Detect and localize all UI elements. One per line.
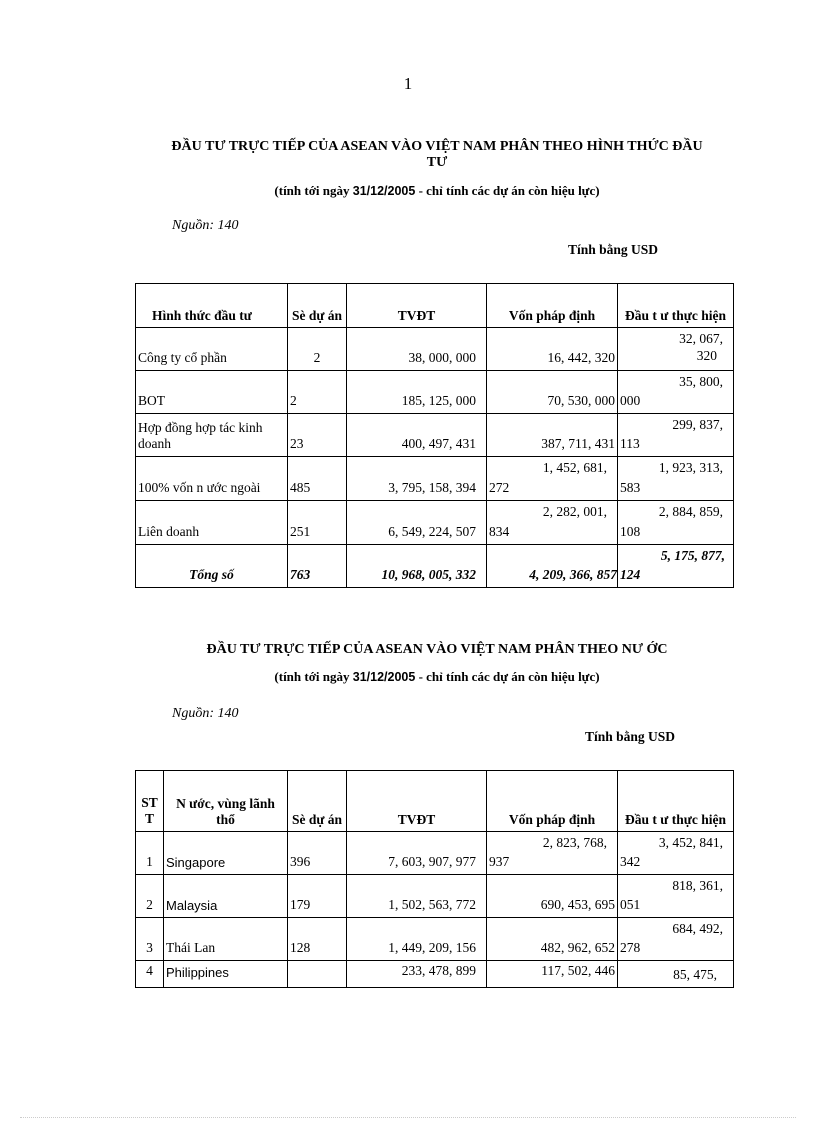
row-projects: 128 (288, 918, 347, 961)
row-legal-capital: 482, 962, 652 (487, 918, 618, 961)
table2-subtitle (130, 669, 744, 685)
row-stt: 4 (136, 961, 164, 988)
subtitle-post: - chỉ tính các dự án còn hiệu lực) (415, 183, 600, 198)
row-legal-capital: 2, 282, 001, 834 (487, 501, 618, 545)
row-legal-capital: 1, 452, 681, 272 (487, 457, 618, 501)
header-legal-capital: Vốn pháp định (487, 771, 618, 832)
row-name: Hợp đồng hợp tác kinh doanh (136, 414, 288, 457)
header-country: N ước, vùng lãnh thổ (164, 771, 288, 832)
table-row (136, 457, 734, 501)
subtitle-pre: (tính tới ngày (274, 183, 353, 198)
row-implemented: 32, 067, 320 (618, 328, 734, 371)
row-stt: 1 (136, 832, 164, 875)
table1-unit: Tính bằng USD (568, 242, 659, 257)
row-legal-capital: 70, 530, 000 (487, 371, 618, 414)
subtitle-date: 31/12/2005 (352, 184, 416, 198)
table2-header-row (136, 771, 734, 832)
subtitle-pre: (tính tới ngày (274, 669, 353, 684)
total-legal-capital: 4, 209, 366, 857 (487, 545, 618, 588)
table2-unit: Tính bằng USD (585, 729, 676, 744)
table1-title-line1: ĐẦU TƯ TRỰC TIẾP CỦA ASEAN VÀO VIỆT NAM PHÂN THEO HÌNH THỨC ĐẦU (171, 139, 703, 154)
row-projects: 251 (288, 501, 347, 545)
page-number: 1 (403, 74, 413, 93)
header-stt: ST T (136, 771, 164, 832)
row-tvdt: 7, 603, 907, 977 (347, 832, 487, 875)
table-row (136, 832, 734, 875)
total-projects: 763 (288, 545, 347, 588)
row-tvdt: 38, 000, 000 (347, 328, 487, 371)
row-name: Công ty cổ phần (136, 328, 288, 371)
table1-header-row (136, 284, 734, 328)
table-row (136, 414, 734, 457)
table2 (135, 770, 734, 988)
header-projects: Sè dự án (288, 284, 347, 328)
table-row (136, 961, 734, 988)
row-name: BOT (136, 371, 288, 414)
row-tvdt: 233, 478, 899 (347, 961, 487, 988)
row-projects: 2 (288, 371, 347, 414)
row-tvdt: 185, 125, 000 (347, 371, 487, 414)
table1-source: Nguồn: 140 (172, 218, 239, 233)
row-projects: 2 (288, 328, 347, 371)
row-country: Thái Lan (164, 918, 288, 961)
row-projects: 179 (288, 875, 347, 918)
row-projects: 396 (288, 832, 347, 875)
row-implemented: 3, 452, 841, 342 (618, 832, 734, 875)
header-implemented: Đầu t ư thực hiện (618, 771, 734, 832)
table-row (136, 371, 734, 414)
row-tvdt: 3, 795, 158, 394 (347, 457, 487, 501)
page-bottom-divider (20, 1117, 796, 1118)
row-projects: 23 (288, 414, 347, 457)
row-legal-capital: 117, 502, 446 (487, 961, 618, 988)
row-implemented: 2, 884, 859, 108 (618, 501, 734, 545)
row-legal-capital: 690, 453, 695 (487, 875, 618, 918)
row-implemented: 684, 492, 278 (618, 918, 734, 961)
header-form: Hình thức đầu tư (136, 284, 288, 328)
table2-title: ĐẦU TƯ TRỰC TIẾP CỦA ASEAN VÀO VIỆT NAM PHÂN THEO NƯ ỚC (206, 642, 668, 657)
table2-source: Nguồn: 140 (172, 706, 239, 721)
row-country: Malaysia (164, 875, 288, 918)
total-tvdt: 10, 968, 005, 332 (347, 545, 487, 588)
row-country: Singapore (164, 832, 288, 875)
header-implemented: Đầu t ư thực hiện (618, 284, 734, 328)
header-legal-capital: Vốn pháp định (487, 284, 618, 328)
row-tvdt: 400, 497, 431 (347, 414, 487, 457)
total-label: Tổng số (136, 545, 288, 588)
row-stt: 3 (136, 918, 164, 961)
header-tvdt: TVĐT (347, 771, 487, 832)
header-projects: Sè dự án (288, 771, 347, 832)
row-projects (288, 961, 347, 988)
subtitle-post: - chỉ tính các dự án còn hiệu lực) (415, 669, 600, 684)
row-implemented: 299, 837, 113 (618, 414, 734, 457)
row-implemented: 35, 800, 000 (618, 371, 734, 414)
table-row (136, 875, 734, 918)
row-tvdt: 1, 502, 563, 772 (347, 875, 487, 918)
table-row (136, 501, 734, 545)
table1-title-line2: TƯ (426, 155, 448, 170)
row-stt: 2 (136, 875, 164, 918)
row-legal-capital: 387, 711, 431 (487, 414, 618, 457)
row-legal-capital: 2, 823, 768, 937 (487, 832, 618, 875)
row-tvdt: 6, 549, 224, 507 (347, 501, 487, 545)
row-implemented: 85, 475, (618, 961, 734, 988)
row-country: Philippines (164, 961, 288, 988)
table1-title (130, 139, 744, 171)
row-projects: 485 (288, 457, 347, 501)
row-name: 100% vốn n ước ngoài (136, 457, 288, 501)
row-implemented: 818, 361, 051 (618, 875, 734, 918)
total-implemented: 5, 175, 877, 124 (618, 545, 734, 588)
row-legal-capital: 16, 442, 320 (487, 328, 618, 371)
table-row (136, 918, 734, 961)
table1 (135, 283, 734, 588)
subtitle-date: 31/12/2005 (352, 670, 416, 684)
table-row (136, 328, 734, 371)
row-tvdt: 1, 449, 209, 156 (347, 918, 487, 961)
row-implemented: 1, 923, 313, 583 (618, 457, 734, 501)
table1-subtitle (130, 183, 744, 199)
row-name: Liên doanh (136, 501, 288, 545)
header-tvdt: TVĐT (347, 284, 487, 328)
total-row (136, 545, 734, 588)
